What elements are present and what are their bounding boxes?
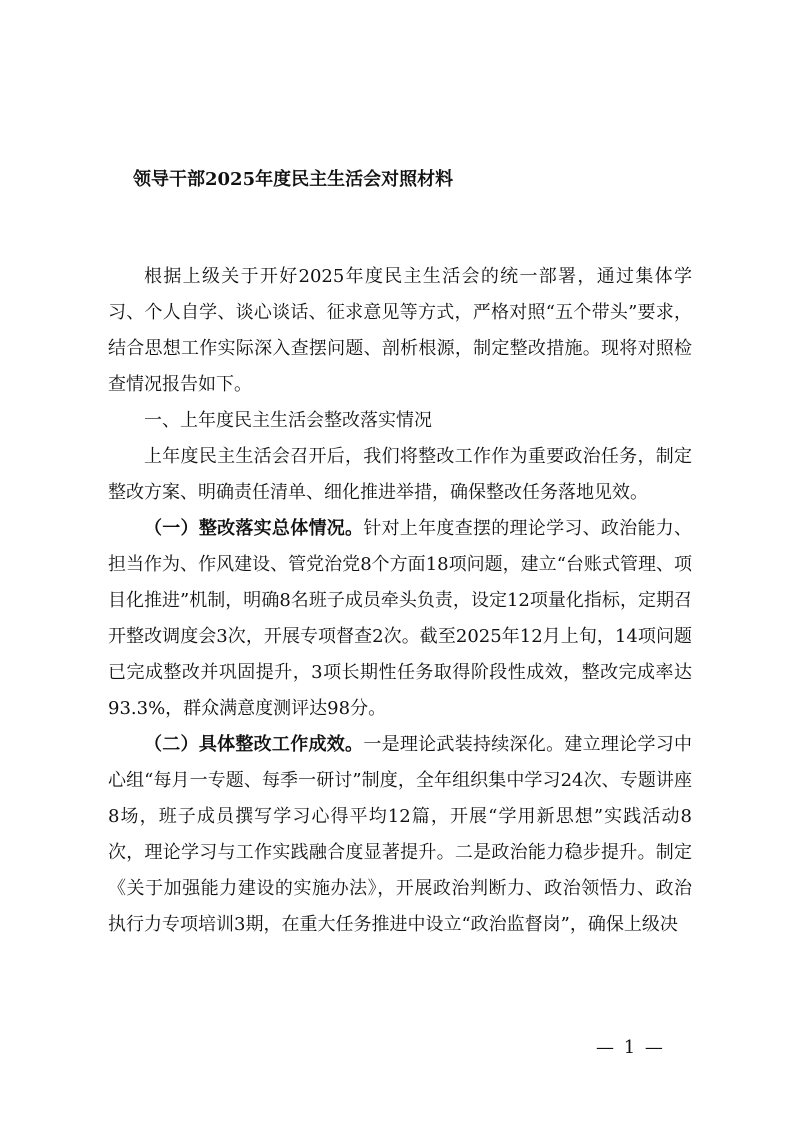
document-body xyxy=(108,259,692,943)
document-title: 领导干部2025年度民主生活会对照材料 xyxy=(133,169,454,190)
intro-paragraph: 根据上级关于开好2025年度民主生活会的统一部署，通过集体学习、个人自学、谈心谈话、征求意见等方式，严格对照“五个带头”要求，结合思想工作实际深入查摆问题、剖析根源，制定整改措施。现将对照检查情况报告如下。 xyxy=(108,266,692,395)
subsection-2-lead: （二）具体整改工作成效。 xyxy=(144,734,364,755)
section-1-paragraph: 上年度民主生活会召开后，我们将整改工作作为重要政治任务，制定整改方案、明确责任清单、细化推进举措，确保整改任务落地见效。 xyxy=(108,446,692,503)
subsection-2-text: 一是理论武装持续深化。建立理论学习中心组“每月一专题、每季一研讨”制度，全年组织集中学习24次、专题讲座8场，班子成员撰写学习心得平均12篇，开展“学用新思想”实践活动8次，理论学习与工作实践融合度显著提升。二是政治能力稳步提升。制定《关于加强能力建设的实施办法》，开展政治判断力、政治领悟力、政治执行力专项培训3期，在重大任务推进中设立“政治监督岗”，确保上级决 xyxy=(108,734,693,935)
subsection-2-paragraph xyxy=(108,727,692,943)
subsection-1-paragraph xyxy=(108,511,692,727)
subsection-1-text: 针对上年度查摆的理论学习、政治能力、担当作为、作风建设、管党治党8个方面18项问题，建立“台账式管理、项目化推进”机制，明确8名班子成员牵头负责，设定12项量化指标，定期召开整改调度会3次，开展专项督查2次。截至2025年12月上旬，14项问题已完成整改并巩固提升，3项长期性任务取得阶段性成效，整改完成率达93.3%，群众满意度测评达98分。 xyxy=(108,518,693,719)
page-number: — 1 — xyxy=(596,1037,665,1058)
subsection-1-lead: （一）整改落实总体情况。 xyxy=(144,518,364,539)
section-1-heading: 一、上年度民主生活会整改落实情况 xyxy=(144,410,432,431)
